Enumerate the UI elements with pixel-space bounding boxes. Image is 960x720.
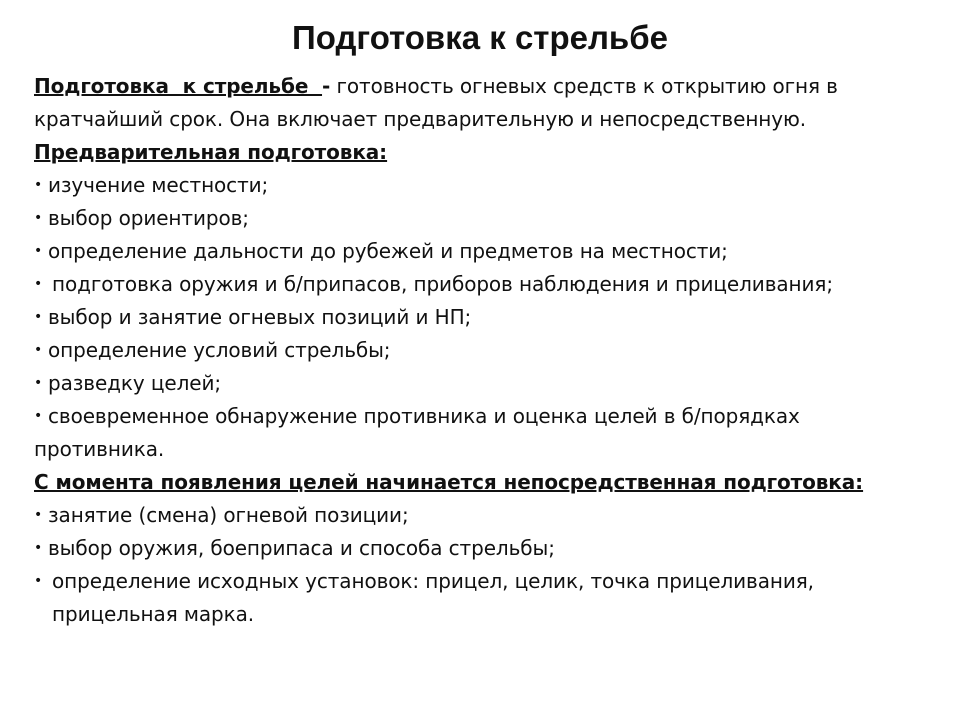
bullet-icon: • — [34, 210, 43, 226]
intro-term: Подготовка к стрельбе — [34, 74, 323, 98]
intro-dash: - — [322, 74, 331, 98]
list-item: • выбор оружия, боеприпаса и способа стрельбы; — [34, 532, 934, 565]
list-item: • определение дальности до рубежей и предметов на местности; — [34, 235, 934, 268]
list-item: • выбор и занятие огневых позиций и НП; — [34, 301, 934, 334]
bullet-icon: • — [34, 276, 43, 292]
slide-title: Подготовка к стрельбе — [292, 19, 668, 56]
bullet-icon: • — [34, 507, 43, 523]
bullet-icon: • — [34, 573, 43, 589]
bullet-icon: • — [34, 177, 43, 193]
list-item: • определение условий стрельбы; — [34, 334, 934, 367]
bullet-icon: • — [34, 309, 43, 325]
slide-body — [34, 70, 934, 631]
preliminary-list — [34, 169, 934, 466]
bullet-icon: • — [34, 342, 43, 358]
list-item: • выбор ориентиров; — [34, 202, 934, 235]
bullet-icon: • — [34, 243, 43, 259]
intro-paragraph — [34, 70, 934, 136]
immediate-heading: С момента появления целей начинается непосредственная подготовка: — [34, 470, 864, 494]
bullet-icon: • — [34, 375, 43, 391]
list-item: • изучение местности; — [34, 169, 934, 202]
bullet-icon: • — [34, 540, 43, 556]
list-item: • своевременное обнаружение противника и оценка целей в б/порядках противника. — [34, 400, 934, 466]
bullet-icon: • — [34, 408, 43, 424]
list-item: • определение исходных установок: прицел, целик, точка прицеливания, прицельная марка. — [34, 565, 934, 631]
preliminary-heading: Предварительная подготовка: — [34, 140, 388, 164]
list-item: • разведку целей; — [34, 367, 934, 400]
list-item: • подготовка оружия и б/припасов, приборов наблюдения и прицеливания; — [34, 268, 934, 301]
list-item: • занятие (смена) огневой позиции; — [34, 499, 934, 532]
immediate-list — [34, 499, 934, 631]
intro-text: готовность огневых средств к открытию огня в кратчайший срок. Она включает предварительную и непосредственную. — [34, 74, 838, 131]
